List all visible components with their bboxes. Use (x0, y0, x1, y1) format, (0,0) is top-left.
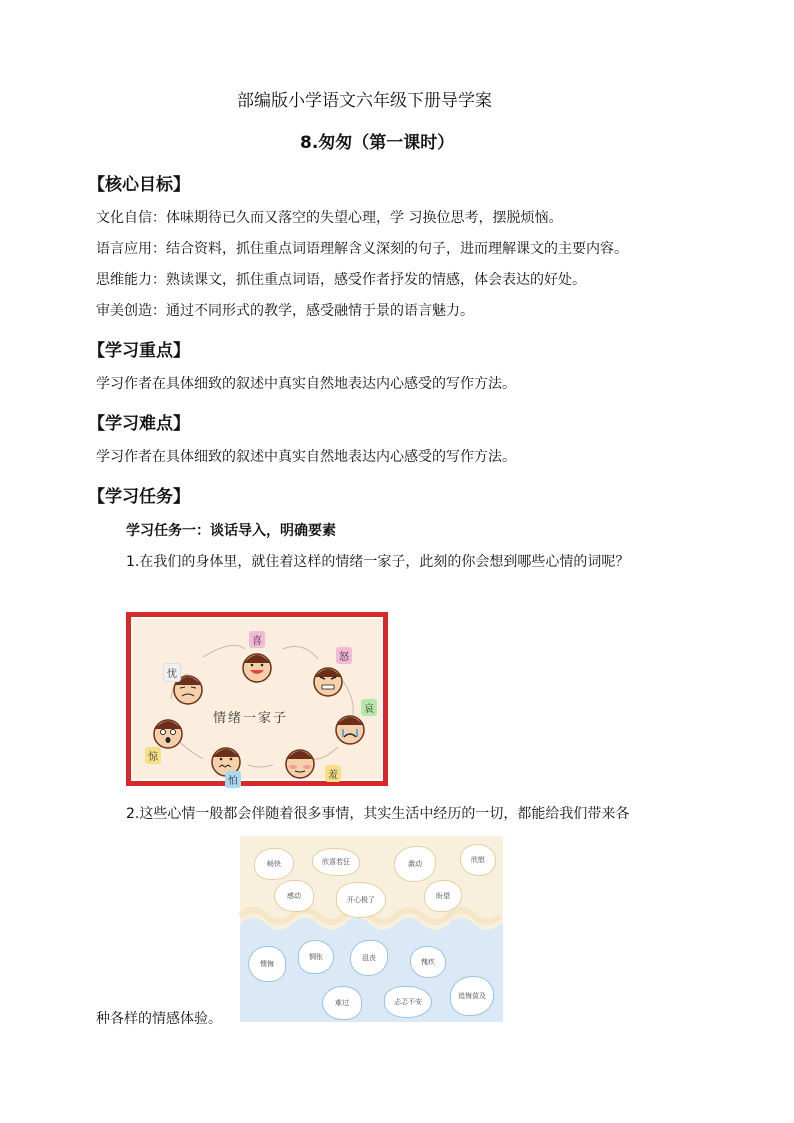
face-happy-icon (240, 649, 274, 683)
word-bubble: 盼望 (424, 880, 462, 912)
question-2: 2.这些心情一般都会伴随着很多事情，其实生活中经历的一切，都能给我们带来各 (126, 806, 630, 822)
emotion-label: 怒 (336, 647, 352, 664)
word-bubble: 欣慰 (460, 844, 496, 876)
word-bubble: 畅快 (254, 848, 294, 880)
goal-line: 审美创造：通过不同形式的教学，感受融情于景的语言魅力。 (96, 303, 474, 319)
word-bubble: 开心极了 (336, 882, 386, 918)
emotion-words-image (240, 836, 503, 1022)
goal-line: 语言应用：结合资料，抓住重点词语理解含义深刻的句子，进而理解课文的主要内容。 (96, 241, 628, 257)
emotion-family-label: 情绪一家子 (213, 711, 289, 726)
goal-line: 文化自信：体味期待已久而又落空的失望心理，学 习换位思考，摆脱烦恼。 (96, 210, 563, 226)
emotion-family-image (126, 612, 388, 786)
word-bubble: 感动 (274, 880, 314, 912)
word-bubble: 惆怅 (298, 940, 334, 974)
goal-line: 思维能力：熟读课文，抓住重点词语，感受作者抒发的情感，体会表达的好处。 (96, 272, 586, 288)
emotion-label: 怕 (225, 771, 241, 788)
emotion-label: 忧 (163, 663, 181, 682)
word-bubble: 愧疚 (410, 946, 446, 978)
emotion-label: 惊 (145, 747, 161, 764)
word-bubble: 忐忑不安 (384, 986, 432, 1018)
face-sad-icon (333, 711, 367, 745)
task1-title: 学习任务一：谈话导入，明确要素 (126, 523, 336, 539)
difficulty-text: 学习作者在具体细致的叙述中真实自然地表达内心感受的写作方法。 (96, 449, 516, 465)
word-bubble: 激动 (394, 846, 436, 882)
heading-tasks: 【学习任务】 (88, 487, 190, 507)
word-bubble: 沮丧 (350, 940, 388, 976)
face-shy-icon (283, 745, 317, 779)
question-2-tail: 种各样的情感体验。 (96, 1011, 222, 1027)
word-bubble: 难过 (322, 986, 362, 1020)
heading-key: 【学习重点】 (88, 341, 190, 361)
lesson-title: 8.匆匆（第一课时） (300, 133, 455, 153)
face-angry-icon (311, 663, 345, 697)
heading-difficulty: 【学习难点】 (88, 414, 190, 434)
face-surprised-icon (151, 715, 185, 749)
emotion-label: 喜 (249, 631, 265, 648)
word-bubble: 欣喜若狂 (312, 848, 360, 876)
doc-title: 部编版小学语文六年级下册导学案 (237, 91, 492, 111)
heading-goals: 【核心目标】 (88, 175, 190, 195)
emotion-label: 哀 (361, 699, 377, 716)
word-bubble: 懊悔 (248, 946, 286, 982)
emotion-label: 羞 (325, 765, 341, 782)
question-1: 1.在我们的身体里，就住着这样的情绪一家子，此刻的你会想到哪些心情的词呢？ (126, 554, 630, 570)
word-bubble: 追悔莫及 (450, 976, 494, 1016)
key-text: 学习作者在具体细致的叙述中真实自然地表达内心感受的写作方法。 (96, 376, 516, 392)
